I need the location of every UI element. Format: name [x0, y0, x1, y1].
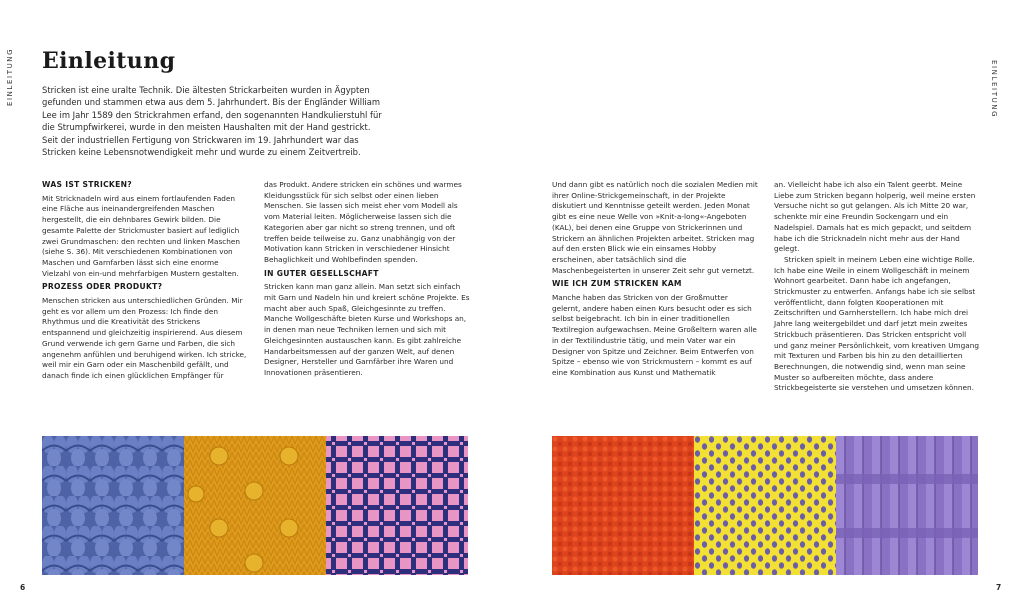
body-paragraph: Und dann gibt es natürlich noch die sozialen Medien mit ihrer Online-Strickgemeinschaft, in der Projekte diskutiert und Kenntnisse geteilt werden. Jeden Monat gibt es eine neue Welle von »Knit-a-long«-Angeboten (KAL), bei denen eine Gruppe von Strickerinnen und Strickern an ähnlichen Projekten arbeitet. Stricken mag auf den ersten Blick wie ein einsames Hobby erscheinen, aber tatsächlich sind die Maschenbegeisterten in unserer Zeit sehr gut vernetzt.	[552, 180, 758, 275]
page-title: Einleitung	[42, 48, 176, 74]
text-column-2	[264, 180, 470, 379]
intro-paragraph: Stricken ist eine uralte Technik. Die ältesten Strickarbeiten wurden in Ägypten gefunden und stammen etwa aus dem 5. Jahrhundert. Bis der Engländer William Lee im Jahr 1589 den Strickrahmen erfand, den sogenannten Handkulierstuhl für die Strumpfwirkerei, wurde in den meisten Haushalten mit der Hand gestrickt. Seit der industriellen Fertigung von Strickwaren im 19. Jahrhundert war das Stricken keine Lebensnotwendigkeit mehr und wurde zu einem Zeitvertreib.	[42, 85, 382, 158]
heading-was-ist-stricken: WAS IST STRICKEN?	[42, 180, 132, 189]
heading-wie-ich-zum-stricken-kam: WIE ICH ZUM STRICKEN KAM	[552, 279, 682, 289]
lavender-rib-swatch-image	[836, 436, 978, 575]
text-column-1	[42, 180, 248, 382]
red-texture-swatch-image	[552, 436, 694, 575]
running-head-left: EINLEITUNG	[6, 47, 14, 106]
body-paragraph: Manche haben das Stricken von der Großmutter gelernt, andere haben einen Kurs besucht oder es sich selbst beigebracht. Ich bin in einer traditionellen Textilregion aufgewachsen. Meine Großeltern waren alle in der Textilindustrie tätig, und mein Vater war ein Designer von Spitze und Zeichner. Beim Entwerfen von Spitze – ebenso wie von Strickmustern – kommt es auf eine Kombination aus Kunst und Mathematik	[552, 293, 757, 377]
blue-cable-swatch-image	[42, 436, 184, 575]
running-head-right: EINLEITUNG	[990, 60, 998, 119]
knitting-swatches-right	[552, 436, 978, 575]
body-paragraph: Menschen stricken aus unterschiedlichen Gründen. Mir geht es vor allem um den Prozess: Ich finde den Rhythmus und die Kreativität des Strickens entspannend und gleichzeitig inspirierend. Aus diesem Grund verwende ich gern Garne und Farben, die sich angenehm anfühlen und beruhigend wirken. Ich stricke, weil mir ein Garn oder ein Maschenbild gefällt, und danach finde ich einen glücklichen Empfänger für	[42, 296, 247, 380]
body-paragraph: Stricken kann man ganz allein. Man setzt sich einfach mit Garn und Nadeln hin und kreiert schöne Projekte. Es macht aber auch Spaß, Gleichgesinnte zu treffen. Manche Wollgeschäfte bieten Kurse und Workshops an, in denen man neue Techniken lernen und sich mit Gleichgesinnten austauschen kann. Es gibt zahlreiche Handarbeitsmessen auf der ganzen Welt, auf denen Designer, Hersteller und Garnfärber ihre Waren und Innovationen präsentieren.	[264, 282, 470, 377]
page-number-right: 7	[996, 583, 1002, 592]
page-number-left: 6	[20, 583, 26, 592]
knitting-swatches-left	[42, 436, 468, 575]
pink-navy-swatch-image	[326, 436, 468, 575]
text-column-3	[552, 180, 758, 379]
yellow-bobble-swatch-image	[184, 436, 326, 575]
body-paragraph: Stricken spielt in meinem Leben eine wichtige Rolle. Ich habe eine Weile in einem Wollgeschäft in meinem Wohnort gearbeitet. Dann habe ich angefangen, Strickmuster zu entwerfen. Anfangs habe ich sie selbst veröffentlicht, dann folgten Kooperationen mit Zeitschriften und Garnherstellern. Ich habe mich drei Jahre lang weitergebildet und darf jetzt mein zweites Strickbuch präsentieren. Das Stricken entspricht voll und ganz meiner Persönlichkeit, vom kreativen Umgang mit Texturen und Farben bis hin zu den detaillierten Berechnungen, die notwendig sind, wenn man seine Muster so aufbereiten möchte, dass andere Strickbegeisterte sie verstehen und umsetzen können.	[774, 254, 980, 393]
body-paragraph: das Produkt. Andere stricken ein schönes und warmes Kleidungsstück für sich selbst oder einen lieben Menschen. Sie lassen sich meist eher vom Modell als vom Material leiten. Möglicherweise lassen sich die Kategorien aber gar nicht so streng trennen, und oft treffen beide teilweise zu. Ganz unabhängig von der Motivation kann Stricken in verschiedener Hinsicht Behaglichkeit und Wohlbefinden spenden.	[264, 180, 462, 264]
text-column-4	[774, 180, 980, 394]
heading-in-guter-gesellschaft: IN GUTER GESELLSCHAFT	[264, 268, 379, 278]
right-page	[510, 0, 1020, 610]
body-paragraph: an. Vielleicht habe ich also ein Talent geerbt. Meine Liebe zum Stricken begann holperig, weil meine ersten Versuche nicht so gut gelangen. Als ich Mitte 20 war, schenkte mir eine Freundin Sockengarn und ein Nadelspiel. Damals hat es mich gepackt, und seitdem habe ich die Stricknadeln nicht mehr aus der Hand gelegt.	[774, 180, 976, 254]
yellow-dots-swatch-image	[694, 436, 836, 575]
heading-prozess-oder-produkt: PROZESS ODER PRODUKT?	[42, 282, 163, 292]
body-paragraph: Mit Stricknadeln wird aus einem fortlaufenden Faden eine Fläche aus ineinandergreifenden Maschen hergestellt, die ein dehnbares Gewirk bilden. Die gesamte Palette der Strickmuster basiert auf lediglich zwei Grundmaschen: den rechten und linken Maschen (siehe S. 36). Mit verschiedenen Kombinationen von Maschen und Garnfarben lässt sich eine enorme Vielzahl von ein-und mehrfarbigen Mustern gestalten.	[42, 193, 241, 278]
